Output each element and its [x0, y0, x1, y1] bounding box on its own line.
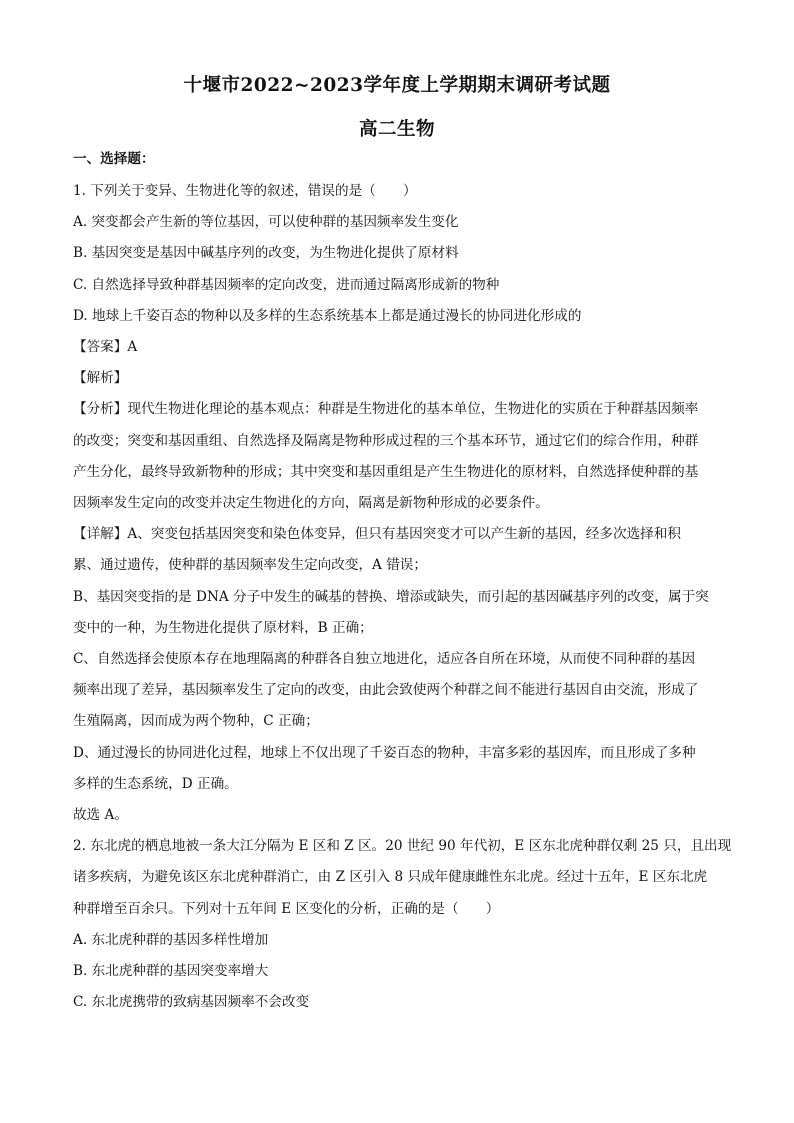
q1-detail-line: B、基因突变指的是 DNA 分子中发生的碱基的替换、增添或缺失，而引起的基因碱基序列的改变，属于突 [73, 589, 709, 605]
q1-detail-line: 多样的生态系统，D 正确。 [73, 776, 238, 792]
q1-analysis-line: 的改变；突变和基因重组、自然选择及隔离是物种形成过程的三个基本环节，通过它们的综合作用，种群 [73, 433, 699, 449]
q2-option-b: B. 东北虎种群的基因突变率增大 [73, 963, 269, 979]
q1-detail-line: 频率出现了差异，基因频率发生了定向的改变，由此会致使两个种群之间不能进行基因自由交流，形成了 [73, 682, 699, 698]
q1-answer: 【答案】A [73, 339, 138, 355]
q1-option-b: B. 基因突变是基因中碱基序列的改变，为生物进化提供了原材料 [73, 245, 459, 261]
exam-title: 十堰市2022~2023学年度上学期期末调研考试题 [183, 75, 611, 96]
subject-title: 高二生物 [358, 119, 435, 140]
q1-analysis-line: 产生分化，最终导致新物种的形成；其中突变和基因重组是产生生物进化的原材料，自然选择使种群的基 [73, 464, 699, 480]
q2-stem-line: 种群增至百余只。下列对十五年间 E 区变化的分析，正确的是（ ） [73, 901, 500, 917]
q1-option-a: A. 突变都会产生新的等位基因，可以使种群的基因频率发生变化 [73, 214, 459, 230]
q1-option-c: C. 自然选择导致种群基因频率的定向改变，进而通过隔离形成新的物种 [73, 277, 500, 293]
q1-analysis-label: 【解析】 [73, 370, 128, 386]
q2-option-c: C. 东北虎携带的致病基因频率不会改变 [73, 994, 310, 1010]
q2-stem-line: 2. 东北虎的栖息地被一条大江分隔为 E 区和 Z 区。20 世纪 90 年代初，E 区东北虎种群仅剩 25 只，且出现 [73, 838, 732, 854]
q2-option-a: A. 东北虎种群的基因多样性增加 [73, 932, 269, 948]
q1-detail-line: 【详解】A、突变包括基因突变和染色体变异，但只有基因突变才可以产生新的基因，经多次选择和积 [73, 526, 681, 542]
section-heading: 一、选择题： [73, 151, 155, 167]
q1-stem: 1. 下列关于变异、生物进化等的叙述，错误的是（ ） [73, 183, 417, 199]
q1-analysis-line: 因频率发生定向的改变并决定生物进化的方向，隔离是新物种形成的必要条件。 [73, 495, 549, 511]
q1-detail-line: 变中的一种，为生物进化提供了原材料，B 正确； [73, 620, 373, 636]
q1-analysis-line: 【分析】现代生物进化理论的基本观点：种群是生物进化的基本单位，生物进化的实质在于种群基因频率 [73, 401, 699, 417]
q1-option-d: D. 地球上千姿百态的物种以及多样的生态系统基本上都是通过漫长的协同进化形成的 [73, 308, 582, 324]
q2-stem-line: 诸多疾病，为避免该区东北虎种群消亡，由 Z 区引入 8 只成年健康雌性东北虎。经过十五年，E 区东北虎 [73, 869, 708, 885]
q1-detail-line: 生殖隔离，因而成为两个物种，C 正确； [73, 713, 319, 729]
q1-detail-line: D、通过漫长的协同进化过程，地球上不仅出现了千姿百态的物种，丰富多彩的基因库，而且形成了多种 [73, 745, 696, 761]
q1-detail-line: 故选 A。 [73, 807, 128, 823]
q1-detail-line: C、自然选择会使原本存在地理隔离的种群各自独立地进化，适应各自所在环境，从而使不同种群的基因 [73, 651, 696, 667]
q1-detail-line: 累、通过遗传，使种群的基因频率发生定向改变，A 错误； [73, 557, 427, 573]
